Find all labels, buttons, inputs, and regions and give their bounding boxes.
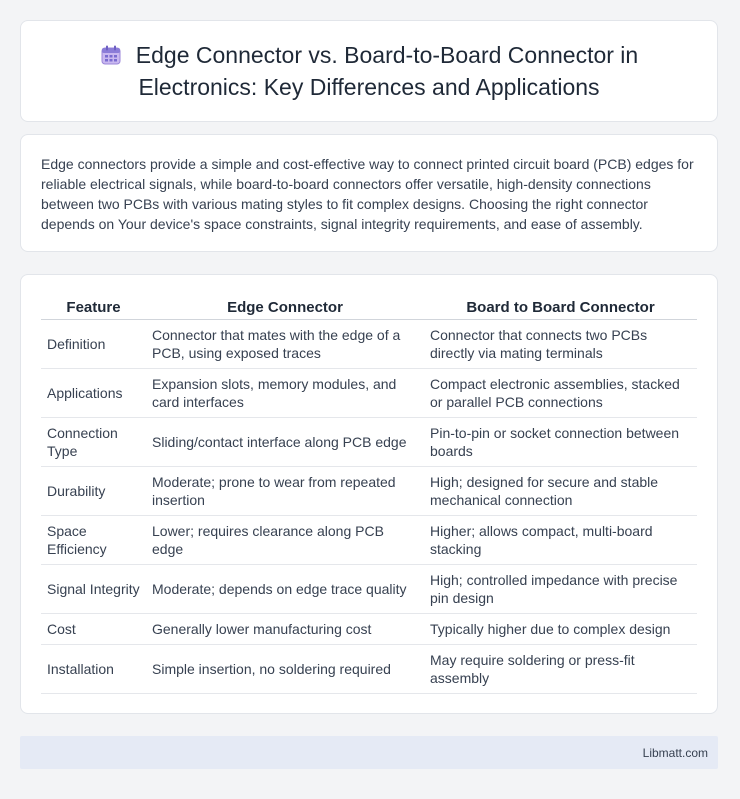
table-row [41,645,697,694]
calendar-icon [100,44,122,73]
header-edge-connector: Edge Connector [146,295,424,320]
header-board-to-board: Board to Board Connector [424,295,697,320]
feature-cell: Definition [41,320,146,369]
table-row [41,565,697,614]
b2b-cell: Typically higher due to complex design [424,614,697,645]
table-row [41,614,697,645]
edge-cell: Moderate; depends on edge trace quality [146,565,424,614]
b2b-cell: Compact electronic assemblies, stacked or parallel PCB connections [424,369,697,418]
edge-cell: Lower; requires clearance along PCB edge [146,516,424,565]
table-row [41,418,697,467]
b2b-cell: May require soldering or press-fit assembly [424,645,697,694]
table-row [41,467,697,516]
feature-cell: Applications [41,369,146,418]
edge-cell: Expansion slots, memory modules, and card interfaces [146,369,424,418]
edge-cell: Simple insertion, no soldering required [146,645,424,694]
b2b-cell: High; controlled impedance with precise pin design [424,565,697,614]
edge-cell: Moderate; prone to wear from repeated insertion [146,467,424,516]
feature-cell: Connection Type [41,418,146,467]
intro-paragraph: Edge connectors provide a simple and cost-effective way to connect printed circuit board (PCB) edges for reliable electrical signals, while board-to-board connectors offer versatile, high-density connections between two PCBs with various mating styles to fit complex designs. Choosing the right connector depends on Your device's space constraints, signal integrity requirements, and ease of assembly. [41,156,694,232]
footer [20,736,718,769]
table-row [41,369,697,418]
comparison-table [41,295,697,694]
feature-cell: Durability [41,467,146,516]
page-title-text: Edge Connector vs. Board-to-Board Connector in Electronics: Key Differences and Applications [135,41,639,100]
header-feature: Feature [41,295,146,320]
edge-cell: Sliding/contact interface along PCB edge [146,418,424,467]
page-title [69,41,669,102]
b2b-cell: Connector that connects two PCBs directly via mating terminals [424,320,697,369]
intro-card [20,134,718,252]
footer-site-name[interactable]: Libmatt.com [642,745,708,760]
table-card [20,274,718,714]
feature-cell: Installation [41,645,146,694]
table-row [41,516,697,565]
b2b-cell: Pin-to-pin or socket connection between boards [424,418,697,467]
edge-cell: Connector that mates with the edge of a PCB, using exposed traces [146,320,424,369]
table-header-row [41,295,697,320]
b2b-cell: Higher; allows compact, multi-board stacking [424,516,697,565]
feature-cell: Signal Integrity [41,565,146,614]
b2b-cell: High; designed for secure and stable mechanical connection [424,467,697,516]
edge-cell: Generally lower manufacturing cost [146,614,424,645]
table-row [41,320,697,369]
title-card [20,20,718,122]
feature-cell: Space Efficiency [41,516,146,565]
feature-cell: Cost [41,614,146,645]
